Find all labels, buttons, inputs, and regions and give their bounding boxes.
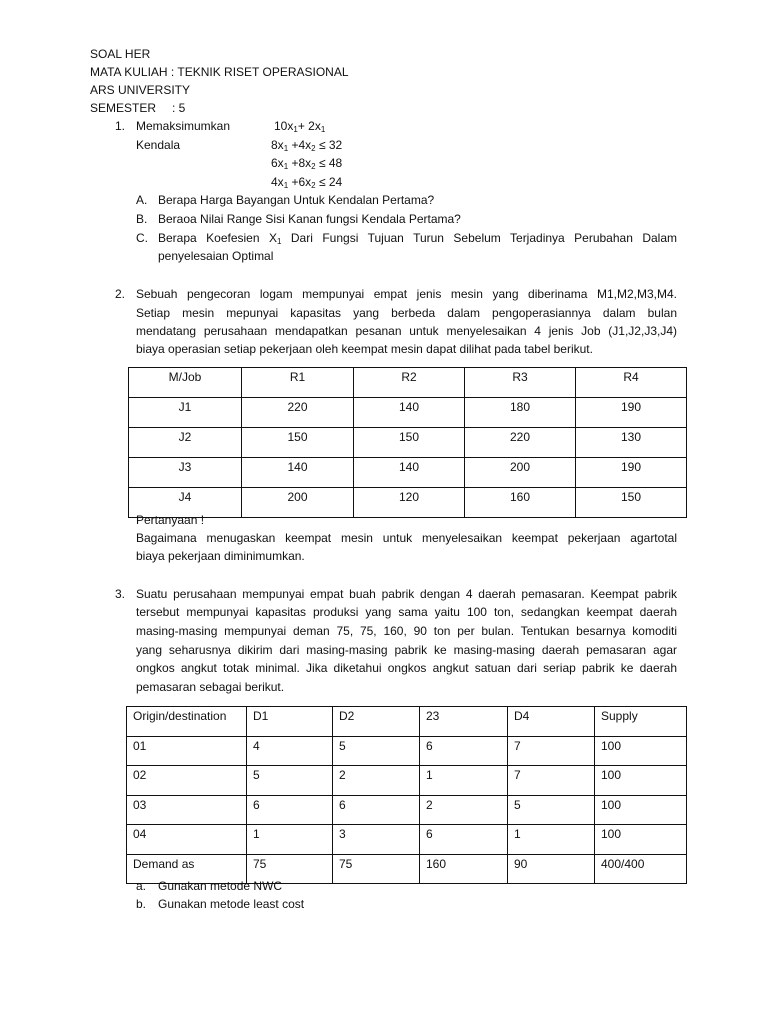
q1-sub-b-text: Beraoa Nilai Range Sisi Kanan fungsi Kendala Pertama?: [158, 212, 461, 226]
table-cell: J1: [129, 398, 242, 428]
q2-question-text-cont: biaya pekerjaan diminimumkan.: [136, 549, 305, 563]
table-header-cell: R2: [354, 368, 465, 398]
q3-sub-a-text: Gunakan metode NWC: [158, 879, 283, 893]
table-cell: 5: [508, 795, 595, 825]
q1-constraint-3: $4x_1 +6x_2 \le 24$: [271, 175, 343, 190]
table-cell: 1: [247, 825, 333, 855]
q1-objective: $10x_1+ 2x_1$: [274, 119, 326, 134]
q2-cost-table: [128, 367, 687, 518]
table-header-cell: R4: [576, 368, 687, 398]
q3-text-line: pemasaran sebagai berikut.: [136, 680, 285, 694]
table-cell: 04: [127, 825, 247, 855]
table-header-row: [129, 368, 687, 398]
table-cell: 220: [242, 398, 354, 428]
table-header-cell: Origin/destination: [127, 707, 247, 737]
q1-maximize-label: Memaksimumkan: [136, 119, 231, 133]
table-cell: 5: [333, 736, 420, 766]
table-cell: 200: [465, 458, 576, 488]
q3-text-line: yang seharusnya dikirim dari masing-masing pabrik ke masing-masing daerah pemasaran agar: [136, 643, 677, 657]
q2-text-line: biaya operasian setiap pekerjaan oleh keempat mesin dapat dilihat pada tabel berikut.: [136, 342, 593, 356]
q1-constraint-1: $8x_1 +4x_2 \le 32$: [271, 138, 343, 153]
q3-sub-b-label: b.: [136, 897, 147, 911]
table-cell: 7: [508, 766, 595, 796]
table-row: [129, 458, 687, 488]
header-course: MATA KULIAH : TEKNIK RISET OPERASIONAL: [90, 65, 349, 79]
table-header-cell: 23: [420, 707, 508, 737]
table-cell: 75: [247, 854, 333, 884]
table-cell: 400/400: [595, 854, 687, 884]
q3-text-line: tersebut mempunyai kapasitas produksi yang sama yaitu 100 ton, sedangkan keempat daerah: [136, 605, 677, 619]
q2-text-line: mendatang perusahaan mendapatkan pesanan untuk menyelesaikan 4 jenis Job (J1,J2,J3,J4): [136, 324, 677, 338]
table-cell: 2: [420, 795, 508, 825]
q1-sub-a-label: A.: [136, 193, 148, 207]
table-cell: J3: [129, 458, 242, 488]
table-cell: 4: [247, 736, 333, 766]
table-header-row: [127, 707, 687, 737]
table-cell: J2: [129, 428, 242, 458]
table-cell: 75: [333, 854, 420, 884]
table-cell: 150: [242, 428, 354, 458]
table-cell: 90: [508, 854, 595, 884]
table-cell: 220: [465, 428, 576, 458]
table-header-cell: R3: [465, 368, 576, 398]
table-cell: 1: [508, 825, 595, 855]
table-cell: 7: [508, 736, 595, 766]
q1-constraint-label: Kendala: [136, 138, 181, 152]
table-header-cell: D4: [508, 707, 595, 737]
table-row: [129, 428, 687, 458]
q2-text-line: Sebuah pengecoran logam mempunyai empat jenis mesin yang diberinama M1,M2,M3,M4.: [136, 287, 677, 301]
table-header-cell: D1: [247, 707, 333, 737]
table-cell: 100: [595, 766, 687, 796]
q3-sub-a-label: a.: [136, 879, 147, 893]
q1-constraint-2: $6x_1 +8x_2 \le 48$: [271, 156, 343, 171]
q1-sub-b-label: B.: [136, 212, 148, 226]
table-cell: 03: [127, 795, 247, 825]
header-semester-label: SEMESTER: [90, 101, 157, 115]
q2-text-line: Setiap mesin mepunyai kapasitas yang berbeda dalam pengoperasiannya dalam bulan: [136, 306, 677, 320]
table-cell: 140: [242, 458, 354, 488]
q3-sub-b-text: Gunakan metode least cost: [158, 897, 305, 911]
q1-sub-c-label: C.: [136, 231, 148, 245]
table-cell: 130: [576, 428, 687, 458]
q3-transport-table: [126, 706, 687, 884]
table-cell: 190: [576, 458, 687, 488]
table-cell: 160: [420, 854, 508, 884]
q1-sub-a-text: Berapa Harga Bayangan Untuk Kendalan Pertama?: [158, 193, 435, 207]
q1-sub-c-text-cont: penyelesaian Optimal: [158, 249, 274, 263]
table-cell: 6: [420, 825, 508, 855]
table-cell: 150: [354, 428, 465, 458]
table-cell: 140: [354, 398, 465, 428]
table-row: [127, 766, 687, 796]
q3-text-line: ongkos angkut totak minimal. Jika diketahui ongkos angkut satuan dari seriap pabrik ke daerah: [136, 661, 677, 675]
q2-number: 2.: [115, 287, 126, 301]
header-semester-value: : 5: [172, 101, 186, 115]
table-cell: 100: [595, 795, 687, 825]
table-cell: 190: [576, 398, 687, 428]
table-cell: 100: [595, 736, 687, 766]
table-header-cell: M/Job: [129, 368, 242, 398]
table-cell: 6: [420, 736, 508, 766]
table-cell: 150: [576, 488, 687, 518]
table-cell: J4: [129, 488, 242, 518]
table-row: [127, 736, 687, 766]
table-row: [129, 488, 687, 518]
table-cell: 100: [595, 825, 687, 855]
table-row: [129, 398, 687, 428]
q2-question-label: Pertanyaan !: [136, 513, 205, 527]
table-cell: 5: [247, 766, 333, 796]
q3-text-line: masing-masing mempunyai deman 75, 75, 160, 90 ton per bulan. Tentukan besarnya komoditi: [136, 624, 677, 638]
table-cell: 6: [247, 795, 333, 825]
q3-text-line: Suatu perusahaan mempunyai empat buah pabrik dengan 4 daerah pemasaran. Keempat pabrik: [136, 587, 677, 601]
header-university: ARS UNIVERSITY: [90, 83, 191, 97]
table-cell: 160: [465, 488, 576, 518]
table-header-cell: R1: [242, 368, 354, 398]
q3-number: 3.: [115, 587, 126, 601]
q2-question-text: Bagaimana menugaskan keempat mesin untuk menyelesaikan keempat pekerjaan agartotal: [136, 531, 677, 545]
table-header-cell: D2: [333, 707, 420, 737]
table-cell: 3: [333, 825, 420, 855]
table-row: [127, 825, 687, 855]
table-cell: 6: [333, 795, 420, 825]
table-cell: 180: [465, 398, 576, 428]
table-cell: 200: [242, 488, 354, 518]
q1-number: 1.: [115, 119, 126, 133]
table-cell: 2: [333, 766, 420, 796]
table-header-cell: Supply: [595, 707, 687, 737]
table-row: [127, 795, 687, 825]
table-cell: 02: [127, 766, 247, 796]
header-title: SOAL HER: [90, 47, 151, 61]
table-cell: 120: [354, 488, 465, 518]
table-cell: 140: [354, 458, 465, 488]
table-cell: Demand as: [127, 854, 247, 884]
table-cell: 1: [420, 766, 508, 796]
table-cell: 01: [127, 736, 247, 766]
q1-sub-c-text: Berapa Koefesien $X_1$ Dari Fungsi Tujuan Turun Sebelum Terjadinya Perubahan Dalam: [158, 231, 678, 246]
